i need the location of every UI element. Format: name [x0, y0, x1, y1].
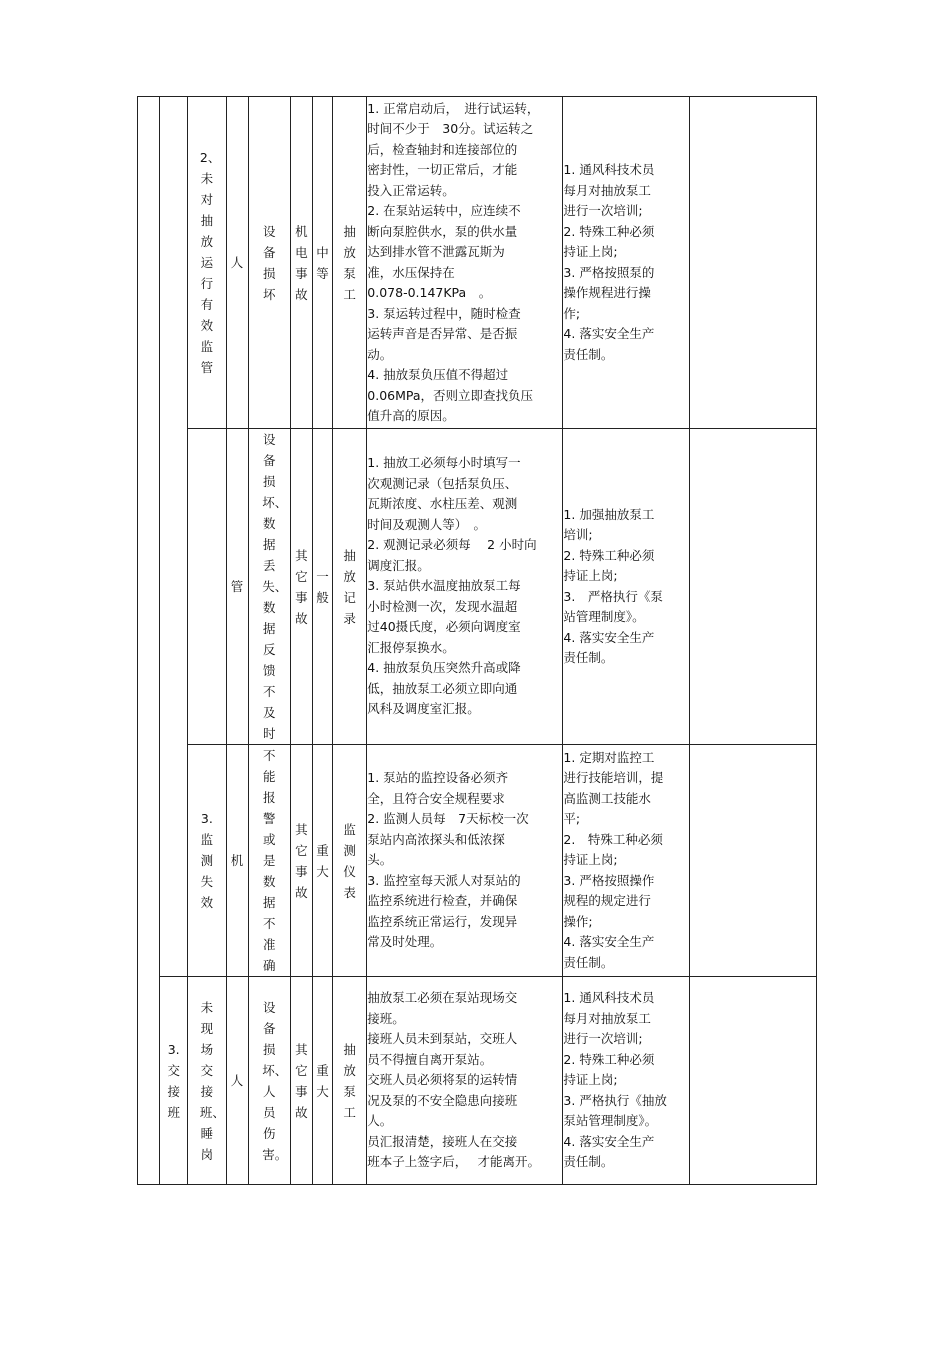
- group-blank-cell: [160, 97, 188, 977]
- text-line: 1. 通风科技术员: [563, 162, 655, 177]
- text-line: 断向泵腔供水，泵的供水量: [367, 223, 518, 239]
- category-cell: [290, 745, 312, 977]
- category-label: 其它事故: [295, 547, 308, 626]
- group-cell: [160, 977, 188, 1185]
- hazard-table: [137, 96, 817, 1185]
- post-label: 抽放泵工: [343, 223, 356, 302]
- text-line: 1. 通风科技术员: [563, 990, 655, 1006]
- category-cell: [290, 429, 312, 745]
- measures-cell: [367, 745, 563, 977]
- measures-cell: [367, 977, 563, 1185]
- source-label: 管: [230, 579, 244, 594]
- remark-cell: [690, 429, 817, 745]
- level-cell: [312, 97, 332, 429]
- text-line: 时间不少于 30分。试运转之: [367, 121, 534, 136]
- source-cell: [226, 429, 248, 745]
- item-cell: [188, 977, 226, 1185]
- text-line: 操作;: [563, 913, 593, 929]
- text-line: 4. 落实安全生产: [563, 934, 655, 950]
- item-label: 2、未对抽放运行有效监管: [199, 150, 221, 375]
- text-line: 头。: [367, 852, 393, 868]
- consequence-cell: [248, 97, 290, 429]
- text-line: 1. 定期对监控工: [563, 749, 655, 765]
- text-line: 次观测记录（包括泵负压、: [367, 475, 518, 491]
- level-cell: [312, 745, 332, 977]
- item-cell: [188, 429, 226, 745]
- item-label: 未现场交接班、睡岗: [199, 999, 225, 1162]
- text-line: 规程的规定进行: [563, 893, 651, 909]
- item-cell: [188, 97, 226, 429]
- consequence-label: 不能报警或是数据不准确: [262, 748, 276, 973]
- text-line: 交班人员必须将泵的运转情: [367, 1072, 518, 1088]
- text-line: 进行技能培训，提: [563, 770, 664, 786]
- text-line: 准，水压保持在: [367, 264, 455, 280]
- text-line: 0.078-0.147KPa 。: [367, 285, 492, 300]
- source-label: 机: [230, 853, 244, 868]
- text-line: 4. 抽放泵负压值不得超过: [367, 367, 509, 382]
- level-cell: [312, 429, 332, 745]
- source-cell: [226, 97, 248, 429]
- text-line: 3. 严格执行《泵: [563, 588, 663, 604]
- text-line: 4. 落实安全生产: [563, 1133, 655, 1149]
- text-line: 人。: [367, 1113, 393, 1129]
- text-line: 抽放泵工必须在泵站现场交: [367, 990, 518, 1006]
- table-row: [138, 977, 817, 1185]
- text-line: 每月对抽放泵工: [563, 182, 651, 198]
- text-line: 瓦斯浓度、水柱压差、观测: [367, 496, 518, 512]
- text-line: 持证上岗;: [563, 568, 618, 583]
- consequence-cell: [248, 429, 290, 745]
- controls-cell: [563, 97, 690, 429]
- measures-cell: [367, 97, 563, 429]
- table-row: [138, 429, 817, 745]
- text-line: 持证上岗;: [563, 1072, 618, 1088]
- text-line: 动。: [367, 346, 393, 362]
- post-cell: [333, 97, 367, 429]
- text-line: 风科及调度室汇报。: [367, 701, 480, 717]
- category-label: 机电事故: [295, 223, 308, 302]
- text-line: 4. 落实安全生产: [563, 629, 655, 645]
- group-label: 3.交接班: [167, 1041, 180, 1120]
- post-label: 监测仪表: [343, 821, 356, 900]
- level-cell: [312, 977, 332, 1185]
- outer-blank-cell: [138, 97, 160, 1185]
- text-line: 2. 特殊工种必须: [563, 1051, 655, 1067]
- consequence-cell: [248, 745, 290, 977]
- text-line: 低，抽放泵工必须立即向通: [367, 680, 518, 696]
- text-line: 全，且符合安全规程要求: [367, 790, 505, 806]
- category-label: 其它事故: [295, 1041, 308, 1120]
- text-line: 责任制。: [563, 1154, 614, 1170]
- text-line: 3. 监控室每天派人对泵站的: [367, 872, 521, 888]
- text-line: 汇报停泵换水。: [367, 639, 455, 655]
- text-line: 1. 正常启动后， 进行试运转，: [367, 100, 540, 116]
- text-line: 员不得擅自离开泵站。: [367, 1051, 493, 1067]
- text-line: 调度汇报。: [367, 557, 430, 573]
- measures-cell: [367, 429, 563, 745]
- text-line: 密封性，一切正常后，才能: [367, 162, 518, 177]
- text-line: 站管理制度》。: [563, 609, 645, 624]
- table-row: [138, 97, 817, 429]
- item-label: 3.监测失效: [200, 811, 214, 910]
- text-line: 操作规程进行操: [563, 285, 651, 300]
- text-line: 责任制。: [563, 650, 614, 665]
- text-line: 高监测工技能水: [563, 790, 651, 806]
- text-line: 过40摄氏度，必须向调度室: [367, 619, 521, 635]
- text-line: 1. 加强抽放泵工: [563, 506, 655, 522]
- text-line: 后，检查轴封和连接部位的: [367, 141, 518, 157]
- text-line: 2. 观测记录必须每 2 小时向: [367, 537, 537, 553]
- post-cell: [333, 977, 367, 1185]
- text-line: 班本子上签字后， 才能离开。: [367, 1154, 541, 1170]
- text-line: 0.06MPa，否则立即查找负压: [367, 387, 534, 403]
- text-line: 责任制。: [563, 954, 614, 970]
- text-line: 小时检测一次，发现水温超: [367, 598, 518, 614]
- post-label: 抽放记录: [343, 547, 356, 626]
- text-line: 责任制。: [563, 346, 614, 362]
- source-cell: [226, 977, 248, 1185]
- text-line: 2. 特殊工种必须: [563, 831, 663, 847]
- category-cell: [290, 977, 312, 1185]
- controls-cell: [563, 977, 690, 1185]
- consequence-label: 设备损坏: [262, 223, 276, 302]
- text-line: 达到排水管不泄露瓦斯为: [367, 244, 505, 259]
- text-line: 进行一次培训;: [563, 1031, 643, 1047]
- controls-cell: [563, 745, 690, 977]
- consequence-label: 设备损坏、数据丢失、数据反馈不及时: [262, 432, 288, 741]
- text-line: 3. 严格按照泵的: [563, 264, 655, 280]
- post-cell: [333, 429, 367, 745]
- source-label: 人: [230, 255, 244, 270]
- consequence-cell: [248, 977, 290, 1185]
- text-line: 时间及观测人等） 。: [367, 516, 487, 532]
- text-line: 培训;: [563, 527, 593, 542]
- text-line: 投入正常运转。: [367, 182, 455, 198]
- text-line: 泵站内高浓探头和低浓探: [367, 831, 505, 847]
- consequence-label: 设备损坏、人员伤害。: [262, 999, 288, 1162]
- text-line: 员汇报清楚，接班人在交接: [367, 1133, 518, 1149]
- text-line: 运转声音是否异常、是否振: [367, 326, 518, 341]
- text-line: 接班。: [367, 1010, 405, 1026]
- text-line: 4. 抽放泵负压突然升高或降: [367, 660, 521, 676]
- text-line: 监控系统正常运行，发现异: [367, 913, 518, 929]
- source-cell: [226, 745, 248, 977]
- category-label: 其它事故: [295, 821, 308, 900]
- text-line: 持证上岗;: [563, 244, 618, 259]
- text-line: 每月对抽放泵工: [563, 1010, 651, 1026]
- text-line: 作;: [563, 305, 581, 321]
- table-row: [138, 745, 817, 977]
- controls-cell: [563, 429, 690, 745]
- text-line: 持证上岗;: [563, 852, 618, 868]
- text-line: 4. 落实安全生产: [563, 326, 655, 341]
- source-label: 人: [230, 1073, 244, 1088]
- text-line: 2. 特殊工种必须: [563, 223, 655, 239]
- category-cell: [290, 97, 312, 429]
- post-cell: [333, 745, 367, 977]
- text-line: 3. 严格按照操作: [563, 872, 655, 888]
- text-line: 3. 严格执行《抽放: [563, 1092, 667, 1108]
- level-label: 重大: [316, 842, 329, 879]
- text-line: 泵站管理制度》。: [563, 1113, 658, 1129]
- level-label: 重大: [316, 1062, 329, 1099]
- text-line: 2. 特殊工种必须: [563, 547, 655, 563]
- text-line: 常及时处理。: [367, 934, 443, 950]
- post-label: 抽放泵工: [343, 1041, 356, 1120]
- text-line: 监控系统进行检查，并确保: [367, 893, 518, 909]
- text-line: 2. 监测人员每 7天标校一次: [367, 811, 529, 827]
- text-line: 1. 泵站的监控设备必须齐: [367, 770, 509, 786]
- text-line: 值升高的原因。: [367, 408, 455, 423]
- level-label: 中等: [316, 244, 329, 281]
- text-line: 况及泵的不安全隐患向接班: [367, 1092, 518, 1108]
- text-line: 2. 在泵站运转中，应连续不: [367, 203, 521, 218]
- text-line: 接班人员未到泵站，交班人: [367, 1031, 518, 1047]
- text-line: 3. 泵站供水温度抽放泵工每: [367, 578, 521, 594]
- text-line: 3. 泵运转过程中，随时检查: [367, 305, 521, 321]
- text-line: 平;: [563, 811, 581, 827]
- text-line: 进行一次培训;: [563, 203, 643, 218]
- remark-cell: [690, 977, 817, 1185]
- text-line: 1. 抽放工必须每小时填写一: [367, 455, 521, 471]
- level-label: 一般: [316, 568, 329, 605]
- remark-cell: [690, 745, 817, 977]
- remark-cell: [690, 97, 817, 429]
- item-cell: [188, 745, 226, 977]
